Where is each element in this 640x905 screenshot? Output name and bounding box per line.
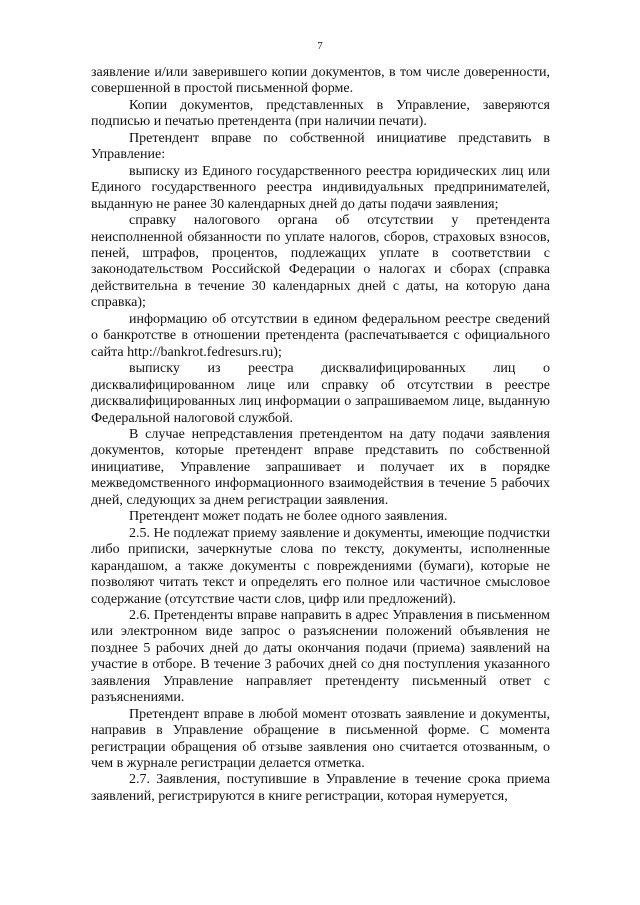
paragraph-section-2-6: 2.6. Претенденты вправе направить в адрес Управления в письменном или электронном виде запрос о разъяснении положений объявления не позднее 5 рабочих дней до даты окончания подачи (приема) заявлений на участие в отборе. В течение 3 рабочих дней со дня поступления указанного заявления Управление направляет претенденту письменный ответ с разъяснениями. [91,607,550,706]
document-body [91,65,550,805]
paragraph-own-initiative: Претендент вправе по собственной инициативе представить в Управление: [91,130,550,163]
list-item-egrul-extract: выписку из Единого государственного реестра юридических лиц или Единого государственного реестра индивидуальных предпринимателей, выданную не ранее 30 календарных дней до даты подачи заявления; [91,163,550,212]
paragraph-continuation: заявление и/или заверившего копии документов, в том числе доверенности, совершенной в простой письменной форме. [91,65,550,97]
list-item-tax-certificate: справку налогового органа об отсутствии у претендента неисполненной обязанности по уплате налогов, сборов, страховых взносов, пеней, штрафов, процентов, подлежащих уплате в соответствии с законодательством Российской Федерации о налогах и сборах (справка действительна в течение 30 календарных дней с даты, на которую дана справка); [91,213,550,311]
paragraph-copies-certification: Копии документов, представленных в Управление, заверяются подписью и печатью претендента (при наличии печати). [91,97,550,130]
paragraph-withdrawal: Претендент вправе в любой момент отозвать заявление и документы, направив в Управление обращение в письменной форме. С момента регистрации обращения об отзыве заявления оно считается отозванным, о чем в журнале регистрации делается отметка. [91,706,550,772]
page-number: 7 [317,40,323,52]
paragraph-section-2-7: 2.7. Заявления, поступившие в Управление в течение срока приема заявлений, регистрируются в книге регистрации, которая нумеруется, [91,772,550,804]
list-item-bankruptcy-info: информацию об отсутствии в едином федеральном реестре сведений о банкротстве в отношении претендента (распечатывается с официального сайта http://bankrot.fedresurs.ru); [91,311,550,360]
list-item-disqualified-registry: выписку из реестра дисквалифицированных лиц о дисквалифицированном лице или справку об отсутствии в реестре дисквалифицированных лиц информации о запрашиваемом лице, выданную Федеральной налоговой службой. [91,361,550,426]
paragraph-interagency-request: В случае непредставления претендентом на дату подачи заявления документов, которые претендент вправе представить по собственной инициативе, Управление запрашивает и получает их в порядке межведомственного информационного взаимодействия в течение 5 рабочих дней, следующих за днем регистрации заявления. [91,426,550,508]
paragraph-one-application: Претендент может подать не более одного заявления. [129,509,448,525]
paragraph-section-2-5: 2.5. Не подлежат приему заявление и документы, имеющие подчистки либо приписки, зачеркнутые слова по тексту, документы, исполненные карандашом, а также документы с повреждениями (бумаги), которые не позволяют читать текст и определять его полное или частичное смысловое содержание (отсутствие части слов, цифр или предложений). [91,525,550,607]
